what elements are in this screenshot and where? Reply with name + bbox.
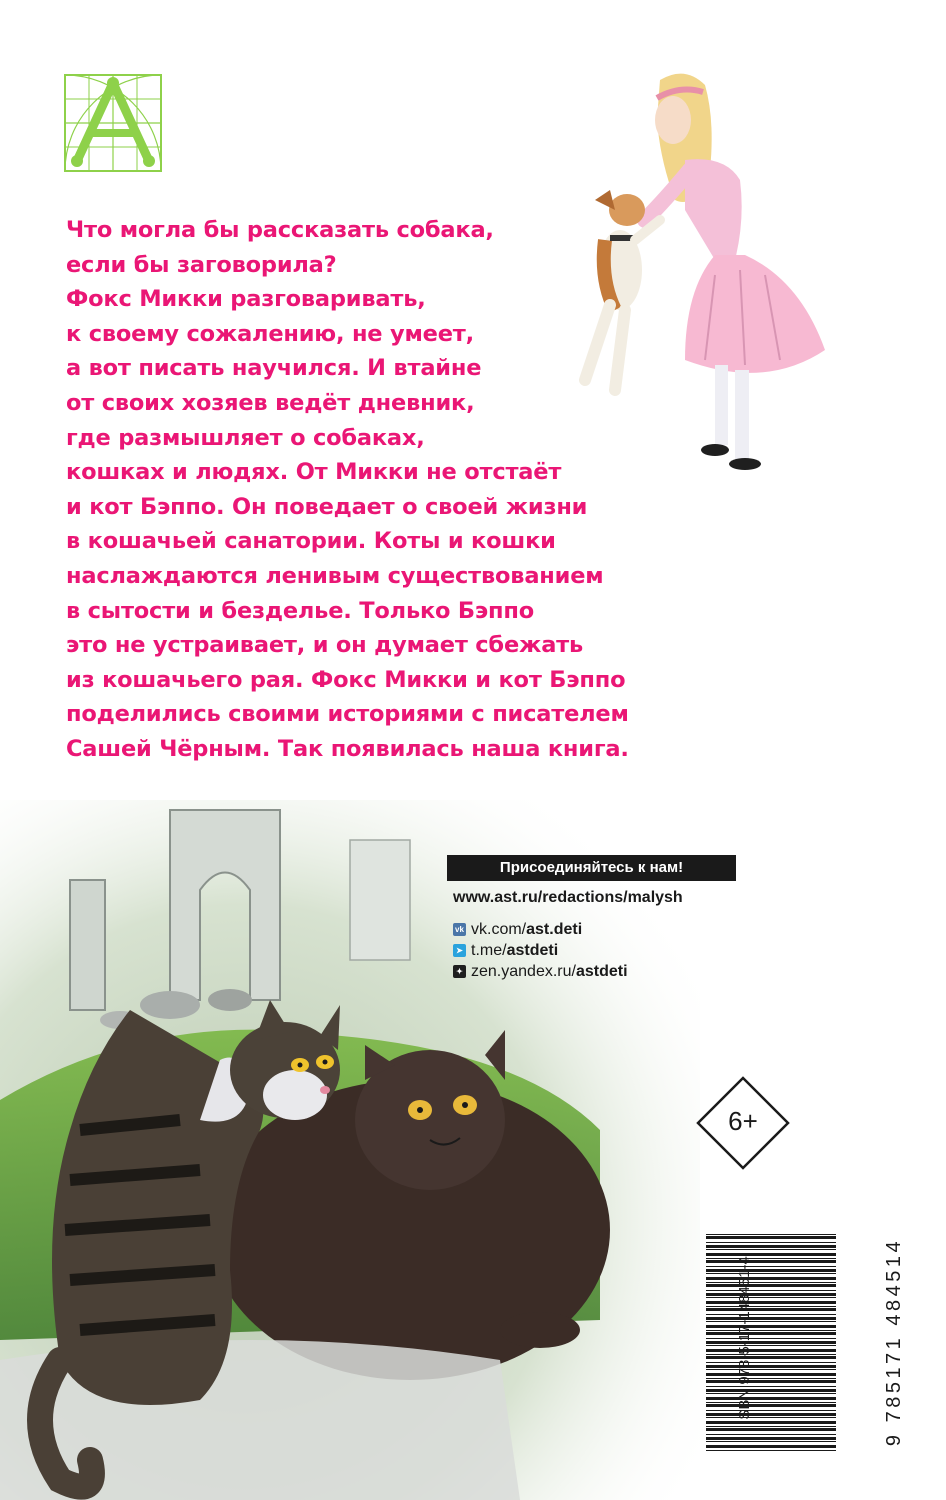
barcode xyxy=(676,1228,896,1458)
barcode-bar xyxy=(706,1404,836,1407)
description-line: Сашей Чёрным. Так появилась наша книга. xyxy=(66,735,629,762)
barcode-bar xyxy=(706,1389,836,1392)
barcode-bar xyxy=(706,1386,836,1387)
barcode-bar xyxy=(706,1290,836,1291)
barcode-bar xyxy=(706,1284,836,1287)
barcode-bar xyxy=(706,1428,836,1431)
barcode-bar xyxy=(706,1269,836,1272)
age-rating-label: 6+ xyxy=(728,1106,758,1136)
description-line: из кошачьего рая. Фокс Микки и кот Бэппо xyxy=(66,666,626,693)
description-line: к своему сожалению, не умеет, xyxy=(66,320,474,347)
description-line: наслаждаются ленивым существованием xyxy=(66,562,604,589)
barcode-bar xyxy=(706,1434,836,1435)
barcode-bar xyxy=(706,1234,836,1235)
barcode-bar xyxy=(706,1332,836,1335)
join-us-banner: Присоединяйтесь к нам! xyxy=(447,855,736,881)
barcode-bar xyxy=(706,1266,836,1267)
barcode-bar xyxy=(706,1341,836,1344)
description-line: кошках и людях. От Микки не отстаёт xyxy=(66,459,562,486)
barcode-bar xyxy=(706,1325,836,1328)
barcode-bar xyxy=(706,1437,836,1440)
link-prefix: t.me/ xyxy=(471,941,507,959)
description-line: если бы заговорила? xyxy=(66,251,337,278)
description-line: в кошачьей санатории. Коты и кошки xyxy=(66,528,556,555)
link-handle: astdeti xyxy=(506,941,559,959)
barcode-bar xyxy=(706,1293,836,1296)
social-links xyxy=(453,919,747,982)
zen-icon: ✦ xyxy=(453,965,466,978)
barcode-bar xyxy=(706,1258,836,1259)
barcode-bar xyxy=(706,1421,836,1424)
publisher-website[interactable]: www.ast.ru/redactions/malysh xyxy=(453,889,683,906)
description-line: это не устраивает, и он думает сбежать xyxy=(66,632,584,659)
social-link-telegram[interactable] xyxy=(453,940,747,961)
barcode-bar xyxy=(706,1373,836,1376)
barcode-bar xyxy=(706,1330,836,1331)
social-link-zen[interactable] xyxy=(453,961,747,982)
barcode-bar xyxy=(706,1410,836,1411)
vk-icon: vk xyxy=(453,923,466,936)
barcode-bar xyxy=(706,1441,836,1442)
barcode-bar xyxy=(706,1314,836,1315)
barcode-bar xyxy=(706,1321,836,1322)
barcode-bar xyxy=(706,1245,836,1248)
barcode-bar xyxy=(706,1356,836,1359)
barcode-bar xyxy=(706,1282,836,1283)
ean-number: 9 785171 484514 xyxy=(883,1237,905,1447)
social-link-vk[interactable] xyxy=(453,919,747,940)
barcode-bar xyxy=(706,1413,836,1416)
description-line: Что могла бы рассказать собака, xyxy=(66,217,494,243)
barcode-bar xyxy=(706,1450,836,1451)
book-description xyxy=(66,213,716,767)
barcode-bar xyxy=(706,1426,836,1427)
social-links-block xyxy=(447,855,747,982)
description-line: где размышляет о собаках, xyxy=(66,424,425,451)
barcode-bar xyxy=(706,1345,836,1346)
telegram-icon: ➤ xyxy=(453,944,466,957)
barcode-bar xyxy=(706,1308,836,1311)
barcode-bar xyxy=(706,1236,836,1239)
barcode-bar xyxy=(706,1393,836,1394)
description-line: и кот Бэппо. Он поведает о своей жизни xyxy=(66,493,588,520)
barcode-bar xyxy=(706,1402,836,1403)
barcode-bar xyxy=(706,1380,836,1383)
barcode-bar xyxy=(706,1277,836,1280)
barcode-bar xyxy=(706,1253,836,1256)
link-handle: astdeti xyxy=(575,962,628,980)
barcode-bar xyxy=(706,1273,836,1274)
barcode-bar xyxy=(706,1297,836,1298)
description-line: в сытости и безделье. Только Бэппо xyxy=(66,597,534,624)
publisher-logo xyxy=(63,73,163,173)
description-line: а вот писать научился. И втайне xyxy=(66,355,482,382)
barcode-bar xyxy=(706,1365,836,1368)
barcode-bar xyxy=(706,1349,836,1352)
isbn-number: ISBN 978-5-17-148451-4 xyxy=(736,1256,753,1424)
barcode-bar xyxy=(706,1338,836,1339)
barcode-bar xyxy=(706,1369,836,1370)
barcode-bar xyxy=(706,1362,836,1363)
barcode-bar xyxy=(706,1301,836,1304)
barcode-bar xyxy=(706,1242,836,1243)
barcode-bar xyxy=(706,1378,836,1379)
link-handle: ast.deti xyxy=(526,920,583,938)
barcode-bar xyxy=(706,1417,836,1418)
barcode-bar xyxy=(706,1306,836,1307)
description-line: Фокс Микки разговаривать, xyxy=(66,286,426,313)
barcode-bar xyxy=(706,1397,836,1400)
link-prefix: zen.yandex.ru/ xyxy=(471,962,576,980)
link-prefix: vk.com/ xyxy=(471,920,527,938)
barcode-bar xyxy=(706,1260,836,1263)
barcode-bar xyxy=(706,1317,836,1320)
description-line: от своих хозяев ведёт дневник, xyxy=(66,389,475,416)
barcode-bar xyxy=(706,1354,836,1355)
description-line: поделились своими историями с писателем xyxy=(66,701,629,728)
barcode-bar xyxy=(706,1445,836,1448)
barcode-bar xyxy=(706,1249,836,1250)
